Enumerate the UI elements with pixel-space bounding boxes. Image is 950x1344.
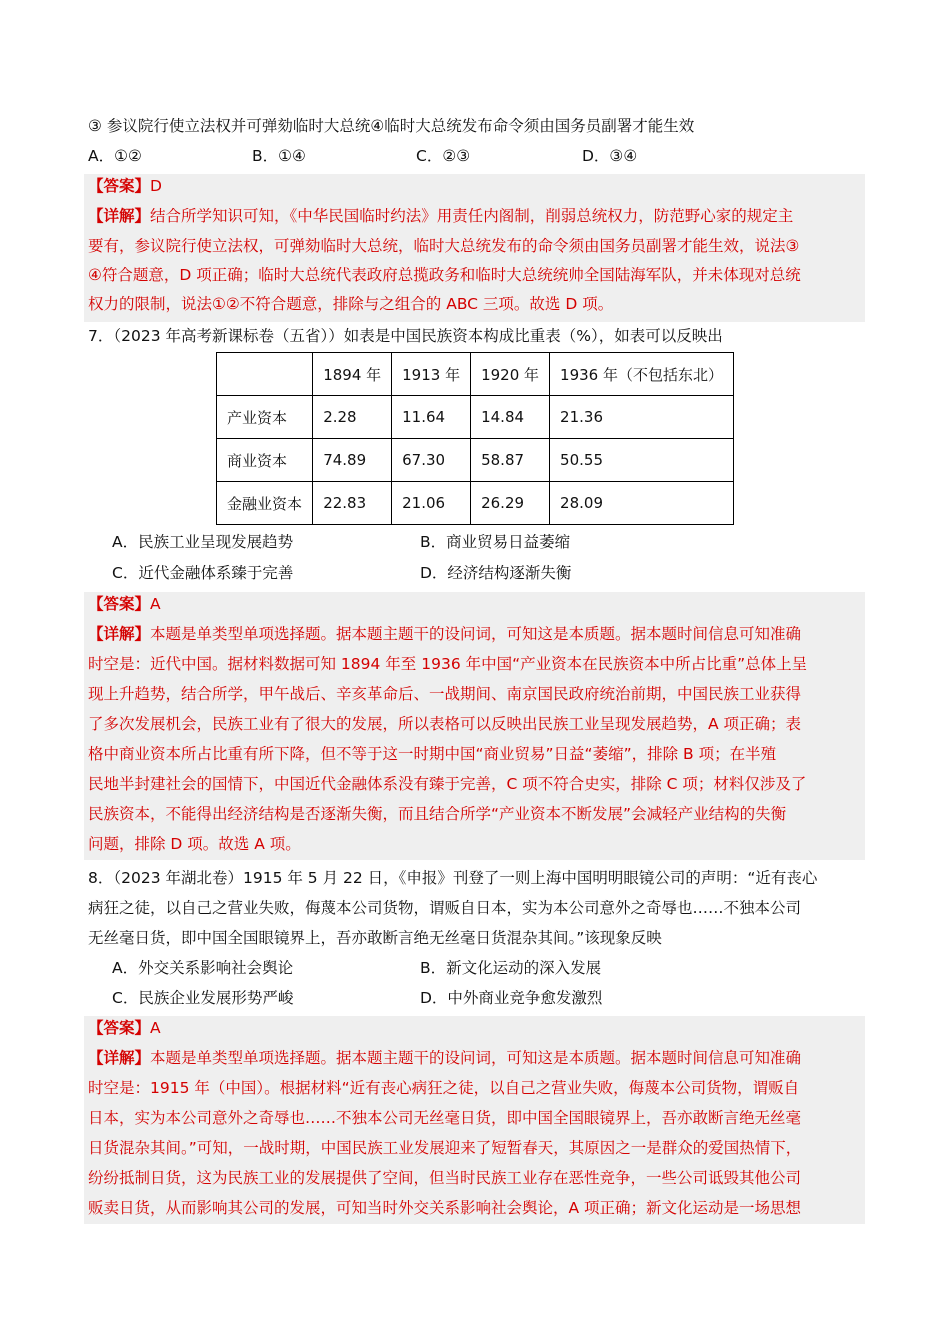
q8-stem-line: 无丝毫日货，即中国全国眼镜界上，吾亦敢断言绝无丝毫日货混杂其间。”该现象反映 [88, 929, 662, 947]
q8-answer-box [84, 1016, 865, 1224]
q6-detail-line: ④符合题意，D 项正确；临时大总统代表政府总揽政务和临时大总统统帅全国陆海军队，并未体现对总统 [88, 266, 801, 284]
q8-stem-line: 病狂之徒，以自己之营业失败，侮蔑本公司货物，谓贩自日本，实为本公司意外之奇辱也……不独本公司 [88, 899, 802, 917]
q7-option-c: C．近代金融体系臻于完善 [112, 564, 294, 582]
q8-option-c: C．民族企业发展形势严峻 [112, 989, 294, 1007]
table-cell: 金融业资本 [217, 482, 313, 525]
table-header-cell: 1894 年 [313, 353, 392, 396]
q7-detail-line: 了多次发展机会，民族工业有了很大的发展，所以表格可以反映出民族工业呈现发展趋势，A 项正确；表 [88, 715, 802, 733]
table-cell: 58.87 [471, 439, 550, 482]
q8-detail-line: 日货混杂其间。”可知，一战时期，中国民族工业发展迎来了短暂春天，其原因之一是群众的爱国热情下， [88, 1139, 802, 1157]
q7-answer-value: A [150, 595, 161, 613]
q6-option-c: C．②③ [416, 147, 471, 165]
q6-option-b: B．①④ [252, 147, 306, 165]
q7-detail-line: 民族资本，不能得出经济结构是否逐渐失衡，而且结合所学“产业资本不断发展”会减轻产业结构的失衡 [88, 805, 787, 823]
table-cell: 产业资本 [217, 396, 313, 439]
q8-answer [88, 1018, 161, 1038]
table-cell: 商业资本 [217, 439, 313, 482]
q8-option-a: A．外交关系影响社会舆论 [112, 959, 294, 977]
q7-answer-label: 【答案】 [88, 595, 151, 613]
q8-stem-line: 8．（2023 年湖北卷）1915 年 5 月 22 日，《申报》刊登了一则上海中国明明眼镜公司的声明：“近有丧心 [88, 869, 818, 887]
q8-answer-value: A [150, 1019, 161, 1037]
q7-answer [88, 594, 161, 614]
q7-option-d: D．经济结构逐渐失衡 [420, 564, 572, 582]
q7-stem: 7．（2023 年高考新课标卷（五省））如表是中国民族资本构成比重表（%），如表可以反映出 [88, 327, 723, 345]
table-cell: 21.06 [392, 482, 471, 525]
table-header-cell [217, 353, 313, 396]
q7-option-b: B．商业贸易日益萎缩 [420, 533, 571, 551]
table-row [217, 439, 734, 482]
q7-detail-line: 格中商业资本所占比重有所下降，但不等于这一时期中国“商业贸易”日益“萎缩”，排除 B 项；在半殖 [88, 745, 777, 763]
table-cell: 67.30 [392, 439, 471, 482]
table-cell: 21.36 [550, 396, 734, 439]
table-cell: 74.89 [313, 439, 392, 482]
q7-detail-line: 问题，排除 D 项。故选 A 项。 [88, 835, 301, 853]
q8-detail-line: 日本，实为本公司意外之奇辱也……不独本公司无丝毫日货，即中国全国眼镜界上，吾亦敢断言绝无丝毫 [88, 1109, 802, 1127]
table-row [217, 396, 734, 439]
q7-detail-line: 时空是：近代中国。据材料数据可知 1894 年至 1936 年中国“产业资本在民族资本中所占比重”总体上呈 [88, 655, 808, 673]
q6-answer [88, 176, 162, 196]
q6-detail-line: 【详解】结合所学知识可知，《中华民国临时约法》用责任内阁制，削弱总统权力，防范野心家的规定主 [88, 207, 794, 225]
table-cell: 2.28 [313, 396, 392, 439]
table-header-cell: 1913 年 [392, 353, 471, 396]
q6-statement-tail: ③ 参议院行使立法权并可弹劾临时大总统④临时大总统发布命令须由国务员副署才能生效 [88, 117, 695, 135]
table-cell: 28.09 [550, 482, 734, 525]
q8-answer-label: 【答案】 [88, 1019, 151, 1037]
q6-option-d: D．③④ [582, 147, 638, 165]
q7-answer-box [84, 592, 865, 860]
q7-detail-label: 【详解】 [88, 625, 151, 643]
table-cell: 22.83 [313, 482, 392, 525]
table-header-cell: 1920 年 [471, 353, 550, 396]
q7-detail-line: 现上升趋势，结合所学，甲午战后、辛亥革命后、一战期间、南京国民政府统治前期，中国民族工业获得 [88, 685, 802, 703]
q6-answer-box [84, 174, 865, 322]
q7-capital-table [216, 352, 734, 525]
table-row [217, 482, 734, 525]
q7-detail-line: 民地半封建社会的国情下，中国近代金融体系没有臻于完善，C 项不符合史实，排除 C 项；材料仅涉及了 [88, 775, 807, 793]
table-cell: 50.55 [550, 439, 734, 482]
q6-detail-line: 要有，参议院行使立法权，可弹劾临时大总统，临时大总统发布的命令须由国务员副署才能生效，说法③ [88, 237, 800, 255]
q6-option-a: A．①② [88, 147, 142, 165]
q8-detail-line: 纷纷抵制日货，这为民族工业的发展提供了空间，但当时民族工业存在恶性竞争，一些公司诋毁其他公司 [88, 1169, 802, 1187]
table-cell: 26.29 [471, 482, 550, 525]
q7-detail-line: 【详解】本题是单类型单项选择题。据本题主题干的设问词，可知这是本质题。据本题时间信息可知准确 [88, 625, 802, 643]
table-cell: 14.84 [471, 396, 550, 439]
table-header-cell: 1936 年（不包括东北） [550, 353, 734, 396]
q8-option-d: D．中外商业竞争愈发激烈 [420, 989, 603, 1007]
q8-detail-line: 时空是：1915 年（中国）。根据材料“近有丧心病狂之徒，以自己之营业失败，侮蔑本公司货物，谓贩自 [88, 1079, 800, 1097]
q6-answer-value: D [150, 177, 162, 195]
q8-detail-line: 贩卖日货，从而影响其公司的发展，可知当时外交关系影响社会舆论，A 项正确；新文化运动是一场思想 [88, 1199, 802, 1217]
table-cell: 11.64 [392, 396, 471, 439]
q7-option-a: A．民族工业呈现发展趋势 [112, 533, 294, 551]
q8-detail-label: 【详解】 [88, 1049, 151, 1067]
q6-detail-line: 权力的限制，说法①②不符合题意，排除与之组合的 ABC 三项。故选 D 项。 [88, 295, 614, 313]
q8-detail-line: 【详解】本题是单类型单项选择题。据本题主题干的设问词，可知这是本质题。据本题时间信息可知准确 [88, 1049, 802, 1067]
q8-option-b: B．新文化运动的深入发展 [420, 959, 602, 977]
table-header-row [217, 353, 734, 396]
q6-answer-label: 【答案】 [88, 177, 151, 195]
q6-detail-label: 【详解】 [88, 207, 151, 225]
